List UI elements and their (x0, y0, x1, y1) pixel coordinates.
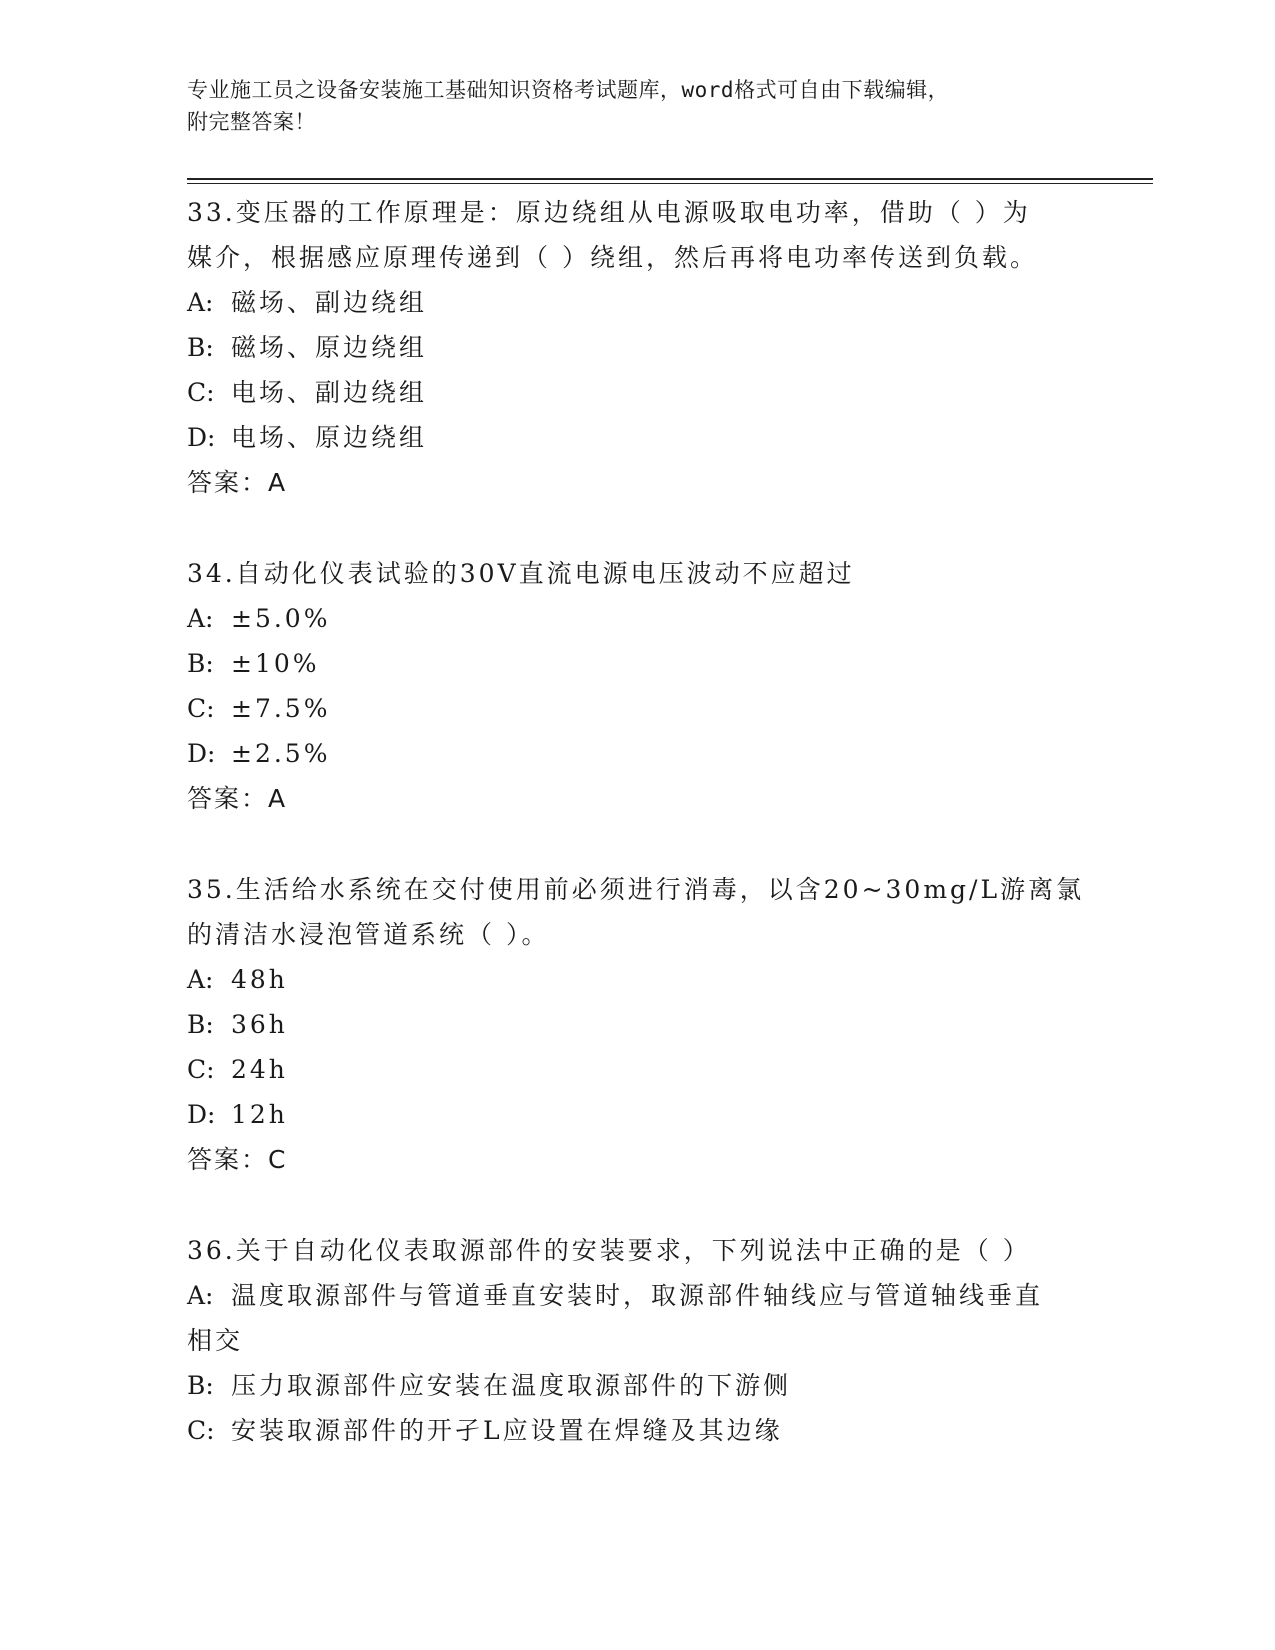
option-letter: C: (187, 694, 215, 723)
option-text: 12h (231, 1100, 288, 1129)
header-divider-thin (187, 183, 1153, 184)
option-letter: D: (187, 423, 216, 452)
option-letter: D: (187, 1100, 216, 1129)
question-text-line-1: 自动化仪表试验的30V直流电源电压波动不应超过 (235, 559, 855, 588)
option-text: 压力取源部件应安装在温度取源部件的下游侧 (231, 1371, 792, 1400)
option-text: 24h (231, 1055, 288, 1084)
option-a (187, 1273, 1087, 1318)
option-text: ±7.5% (231, 694, 331, 723)
option-text: 36h (231, 1010, 288, 1039)
option-b (187, 1002, 1087, 1047)
question-text (187, 190, 1087, 235)
question-text (187, 867, 1087, 912)
option-text: 温度取源部件与管道垂直安装时，取源部件轴线应与管道轴线垂直 (231, 1281, 1044, 1310)
document-header (187, 74, 1087, 138)
option-d (187, 415, 1087, 460)
option-text: 电场、原边绕组 (231, 423, 428, 452)
option-text: 磁场、副边绕组 (231, 288, 428, 317)
option-text: 48h (231, 965, 288, 994)
question-36 (187, 1228, 1087, 1453)
question-number: 33. (187, 198, 236, 227)
question-35 (187, 867, 1087, 1182)
option-letter: A: (187, 1281, 214, 1310)
option-c (187, 1408, 1087, 1453)
option-d (187, 1092, 1087, 1137)
option-c (187, 370, 1087, 415)
question-text (187, 1228, 1087, 1273)
question-number: 34. (187, 559, 236, 588)
question-text-line-2: 的清洁水浸泡管道系统（ ）。 (187, 920, 550, 949)
answer-line: 答案：A (187, 784, 288, 813)
option-c (187, 686, 1087, 731)
option-letter: B: (187, 649, 214, 678)
header-line-2: 附完整答案！ (187, 110, 316, 134)
option-letter: B: (187, 1010, 214, 1039)
question-text-line-1: 变压器的工作原理是：原边绕组从电源吸取电功率，借助（ ）为 (235, 198, 1031, 227)
question-34 (187, 551, 1087, 821)
option-b (187, 641, 1087, 686)
option-letter: B: (187, 333, 214, 362)
option-text: 磁场、原边绕组 (231, 333, 428, 362)
option-letter: C: (187, 378, 215, 407)
question-text (187, 551, 1087, 596)
option-a (187, 596, 1087, 641)
question-text-line-1: 关于自动化仪表取源部件的安装要求，下列说法中正确的是（ ） (235, 1236, 1031, 1265)
option-text: 安装取源部件的开孑L应设置在焊缝及其边缘 (231, 1416, 783, 1445)
option-text: ±5.0% (231, 604, 331, 633)
answer-line: 答案：A (187, 468, 288, 497)
option-b (187, 325, 1087, 370)
option-a (187, 957, 1087, 1002)
option-text: 电场、副边绕组 (231, 378, 428, 407)
option-letter: C: (187, 1055, 215, 1084)
answer-line: 答案：C (187, 1145, 288, 1174)
option-text: ±2.5% (231, 739, 331, 768)
option-letter: A: (187, 288, 214, 317)
option-text: ±10% (231, 649, 320, 678)
option-d (187, 731, 1087, 776)
option-a-continued: 相交 (187, 1326, 244, 1355)
option-letter: B: (187, 1371, 214, 1400)
question-text-line-2: 媒介，根据感应原理传递到（ ）绕组，然后再将电功率传送到负载。 (187, 243, 1038, 272)
question-list (187, 190, 1087, 1499)
option-letter: D: (187, 739, 216, 768)
option-c (187, 1047, 1087, 1092)
option-letter: A: (187, 965, 214, 994)
question-number: 36. (187, 1236, 236, 1265)
header-divider-thick (187, 178, 1153, 180)
option-a (187, 280, 1087, 325)
question-33 (187, 190, 1087, 505)
option-letter: C: (187, 1416, 215, 1445)
question-number: 35. (187, 875, 236, 904)
question-text-line-1: 生活给水系统在交付使用前必须进行消毒，以含20~30mg/L游离氯 (235, 875, 1085, 904)
option-letter: A: (187, 604, 214, 633)
option-b (187, 1363, 1087, 1408)
header-line-1: 专业施工员之设备安装施工基础知识资格考试题库，word格式可自由下载编辑， (187, 78, 950, 102)
